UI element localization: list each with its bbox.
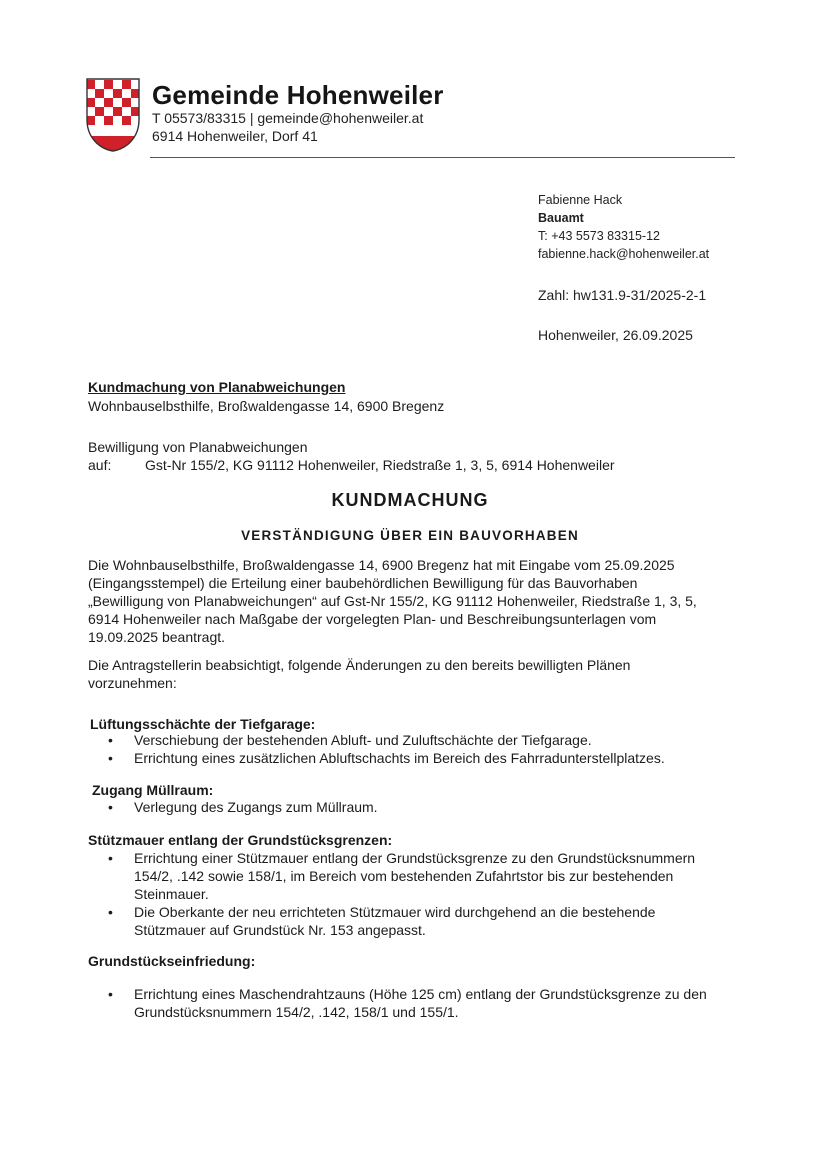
bullet-line: 154/2, .142 sowie 158/1, im Bereich vom bestehenden Zufahrtstor bis zur bestehenden <box>134 868 674 884</box>
main-title: KUNDMACHUNG <box>331 490 489 510</box>
subject-title: Kundmachung von Planabweichungen <box>88 379 346 395</box>
changes-intro-line: Die Antragstellerin beabsichtigt, folgende Änderungen zu den bereits bewilligten Plänen <box>88 657 631 673</box>
organization-name: Gemeinde Hohenweiler <box>152 80 444 110</box>
section-list-ventilation <box>108 731 748 767</box>
bullet-line: Errichtung eines zusätzlichen Abluftschachts im Bereich des Fahrradunterstellplatzes. <box>134 750 665 766</box>
section-heading-waste-room: Zugang Müllraum: <box>92 782 214 798</box>
bullet-line: Verlegung des Zugangs zum Müllraum. <box>134 799 378 815</box>
sub-title: VERSTÄNDIGUNG ÜBER EIN BAUVORHABEN <box>241 528 579 543</box>
bullet-line: Die Oberkante der neu errichteten Stützmauer wird durchgehend an die bestehende <box>134 904 656 920</box>
changes-intro <box>88 656 748 692</box>
section-list-waste-room <box>108 798 748 816</box>
intro-line: Die Wohnbauselbsthilfe, Broßwaldengasse 14, 6900 Bregenz hat mit Eingabe vom 25.09.2025 <box>88 557 675 573</box>
intro-line: „Bewilligung von Planabweichungen“ auf Gst-Nr 155/2, KG 91112 Hohenweiler, Riedstraße 1, 3, 5, <box>88 593 697 609</box>
section-heading-ventilation: Lüftungsschächte der Tiefgarage: <box>90 716 316 732</box>
sender-email: fabienne.hack@hohenweiler.at <box>538 247 710 261</box>
location-label: auf: <box>88 457 112 473</box>
sender-name: Fabienne Hack <box>538 193 623 207</box>
location-value: Gst-Nr 155/2, KG 91112 Hohenweiler, Riedstraße 1, 3, 5, 6914 Hohenweiler <box>145 457 615 473</box>
reference-number: Zahl: hw131.9-31/2025-2-1 <box>538 287 707 303</box>
intro-line: (Eingangsstempel) die Erteilung einer baubehördlichen Bewilligung für das Bauvorhaben <box>88 575 638 591</box>
sender-department: Bauamt <box>538 211 584 225</box>
place-date: Hohenweiler, 26.09.2025 <box>538 327 693 343</box>
section-heading-fencing: Grundstückseinfriedung: <box>88 953 256 969</box>
sender-phone: T: +43 5573 83315-12 <box>538 229 660 243</box>
list-item <box>108 798 748 816</box>
permit-label: Bewilligung von Planabweichungen <box>88 439 308 455</box>
organization-contact: T 05573/83315 | gemeinde@hohenweiler.at <box>152 110 424 126</box>
list-item <box>108 985 748 1021</box>
list-item <box>108 903 748 939</box>
section-heading-retaining-wall: Stützmauer entlang der Grundstücksgrenzen: <box>88 832 393 848</box>
bullet-icon: • <box>108 986 113 1002</box>
header-divider <box>150 157 735 158</box>
list-item <box>108 731 748 749</box>
bullet-line: Verschiebung der bestehenden Abluft- und Zuluftschächte der Tiefgarage. <box>134 732 592 748</box>
section-list-fencing <box>108 985 748 1021</box>
section-list-retaining-wall <box>108 849 748 939</box>
coat-of-arms-icon <box>86 78 140 152</box>
intro-line: 19.09.2025 beantragt. <box>88 629 226 645</box>
subject-applicant: Wohnbauselbsthilfe, Broßwaldengasse 14, 6900 Bregenz <box>88 398 445 414</box>
bullet-line: Errichtung eines Maschendrahtzauns (Höhe 125 cm) entlang der Grundstücksgrenze zu den <box>134 986 707 1002</box>
list-item <box>108 749 748 767</box>
changes-intro-line: vorzunehmen: <box>88 675 177 691</box>
bullet-icon: • <box>108 904 113 920</box>
organization-address: 6914 Hohenweiler, Dorf 41 <box>152 128 318 144</box>
intro-paragraph <box>88 556 748 646</box>
bullet-icon: • <box>108 750 113 766</box>
bullet-line: Steinmauer. <box>134 886 209 902</box>
list-item <box>108 849 748 903</box>
intro-line: 6914 Hohenweiler nach Maßgabe der vorgelegten Plan- und Beschreibungsunterlagen vom <box>88 611 657 627</box>
bullet-line: Errichtung einer Stützmauer entlang der Grundstücksgrenze zu den Grundstücksnummern <box>134 850 696 866</box>
bullet-icon: • <box>108 799 113 815</box>
bullet-icon: • <box>108 850 113 866</box>
bullet-line: Grundstücksnummern 154/2, .142, 158/1 und 155/1. <box>134 1004 459 1020</box>
bullet-icon: • <box>108 732 113 748</box>
bullet-line: Stützmauer auf Grundstück Nr. 153 angepasst. <box>134 922 426 938</box>
